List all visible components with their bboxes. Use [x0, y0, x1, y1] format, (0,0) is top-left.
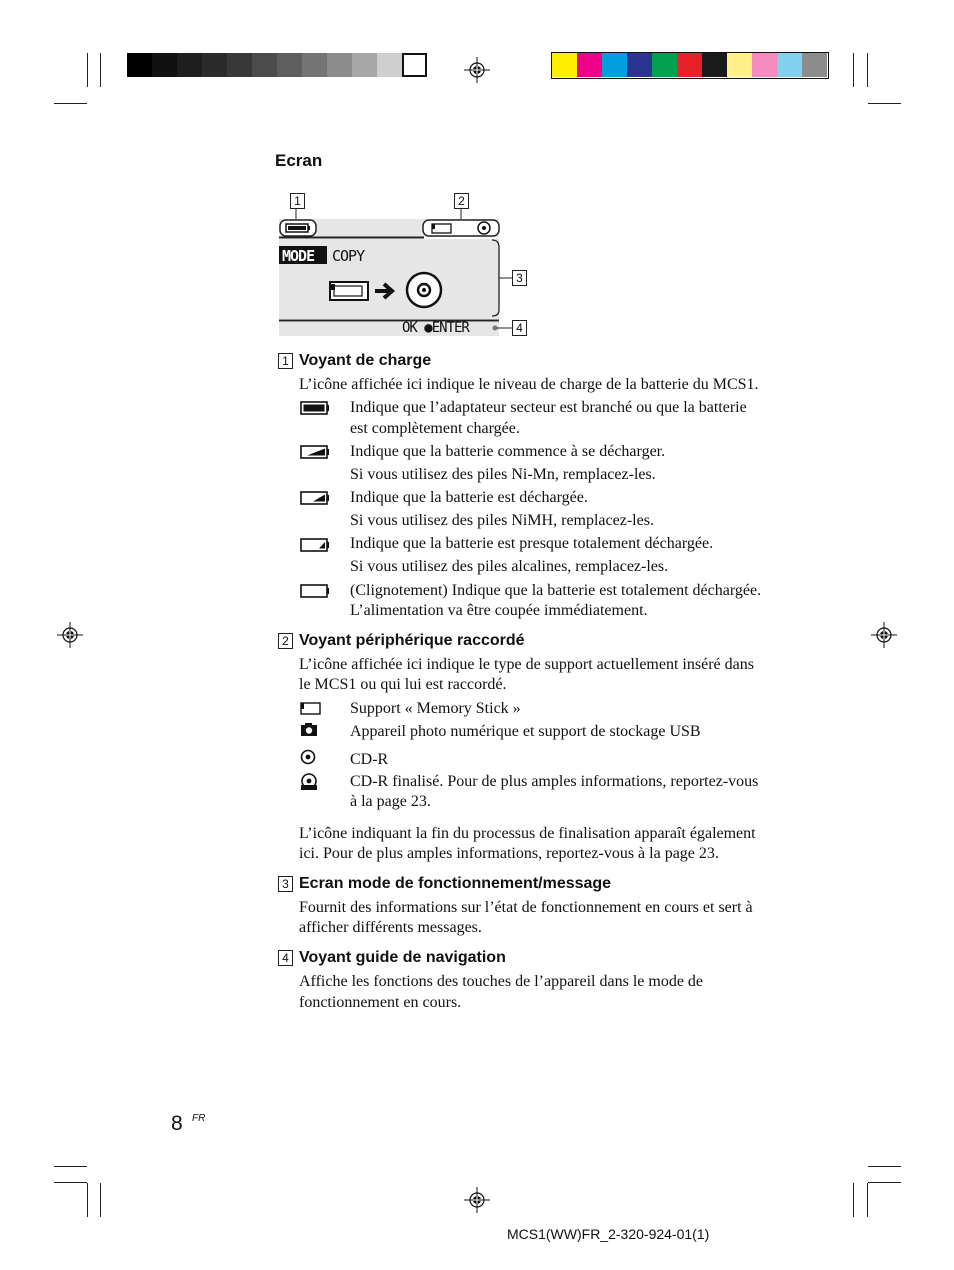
battery-empty-line-1: (Clignotement) Indique que la batterie est totalement déchargée. — [350, 582, 762, 599]
section-3-number: 3 — [278, 876, 293, 892]
battery-empty-icon — [300, 584, 330, 598]
memory-stick-line-1: Support « Memory Stick » — [350, 700, 521, 717]
battery-mid-line-2: Si vous utilisez des piles NiMH, remplacez-les. — [350, 512, 654, 529]
callout-4: 4 — [512, 320, 527, 336]
battery-low-line-2: Si vous utilisez des piles alcalines, remplacez-les. — [350, 558, 669, 575]
registration-mark-icon — [57, 622, 83, 648]
callout-2: 2 — [454, 193, 469, 209]
section-4-title: Voyant guide de navigation — [299, 949, 506, 966]
gray-swatch — [202, 53, 227, 77]
section-1-title: Voyant de charge — [299, 352, 432, 369]
section-1-number: 1 — [278, 353, 293, 369]
section-4-body-line-1: Affiche les fonctions des touches de l’appareil dans le mode de — [299, 973, 704, 990]
battery-low-line-1: Indique que la batterie est presque totalement déchargée. — [350, 535, 714, 552]
section-2-intro-line-1: L’icône affichée ici indique le type de support actuellement inséré dans — [299, 656, 754, 673]
registration-mark-icon — [871, 622, 897, 648]
section-3-title: Ecran mode de fonctionnement/message — [299, 875, 612, 892]
page-lang: FR — [192, 1113, 206, 1124]
gray-swatch — [352, 53, 377, 77]
section-2-note-line-2: ici. Pour de plus amples informations, reportez-vous à la page 23. — [299, 845, 719, 862]
memory-stick-icon — [300, 702, 322, 715]
section-2-number: 2 — [278, 633, 293, 649]
gray-swatch — [127, 53, 152, 77]
battery-high-icon — [300, 445, 330, 459]
section-2-intro-line-2: le MCS1 ou qui lui est raccordé. — [299, 676, 507, 693]
callout-1: 1 — [290, 193, 305, 209]
lcd-footer-label: OK ●ENTER — [402, 320, 469, 336]
battery-high-line-1: Indique que la batterie commence à se décharger. — [350, 443, 666, 460]
section-4-number: 4 — [278, 950, 293, 966]
section-1-intro: L’icône affichée ici indique le niveau de charge de la batterie du MCS1. — [299, 376, 759, 393]
section-title: Ecran — [275, 151, 323, 170]
section-3-body-line-1: Fournit des informations sur l’état de fonctionnement en cours et sert à — [299, 899, 753, 916]
lcd-mode-label: MODE — [282, 247, 315, 265]
battery-low-icon — [300, 538, 330, 552]
battery-full-line-1: Indique que l’adaptateur secteur est branché ou que la batterie — [350, 399, 747, 416]
section-3-body-line-2: afficher différents messages. — [299, 919, 482, 936]
battery-empty-line-2: L’alimentation va être coupée immédiatement. — [350, 602, 648, 619]
gray-swatch — [227, 53, 252, 77]
page-number: 8 — [171, 1112, 183, 1135]
doc-code: MCS1(WW)FR_2-320-924-01(1) — [507, 1226, 710, 1242]
battery-full-icon — [300, 401, 330, 415]
section-2-title: Voyant périphérique raccordé — [299, 632, 525, 649]
battery-high-line-2: Si vous utilisez des piles Ni-Mn, remplacez-les. — [350, 466, 656, 483]
gray-swatch — [377, 53, 402, 77]
gray-swatch — [177, 53, 202, 77]
cd-r-line-1: CD-R — [350, 751, 389, 768]
callout-3: 3 — [512, 270, 527, 286]
registration-mark-icon — [464, 57, 490, 83]
camera-line-1: Appareil photo numérique et support de stockage USB — [350, 723, 701, 740]
gray-swatch — [402, 53, 427, 77]
cd-r-finalized-line-2: à la page 23. — [350, 793, 431, 810]
gray-swatch — [327, 53, 352, 77]
cd-r-finalized-line-1: CD-R finalisé. Pour de plus amples informations, reportez-vous — [350, 773, 759, 790]
lcd-screen — [278, 206, 513, 338]
gray-swatch — [277, 53, 302, 77]
gray-swatch — [302, 53, 327, 77]
gray-swatch — [252, 53, 277, 77]
camera-icon — [300, 722, 318, 737]
section-2-note-line-1: L’icône indiquant la fin du processus de finalisation apparaît également — [299, 825, 756, 842]
registration-mark-icon — [464, 1187, 490, 1213]
cd-r-icon — [300, 749, 316, 765]
battery-mid-icon — [300, 491, 330, 505]
section-4-body-line-2: fonctionnement en cours. — [299, 994, 462, 1011]
lcd-mode-value: COPY — [332, 247, 365, 265]
cd-r-finalized-icon — [300, 773, 318, 791]
battery-mid-line-1: Indique que la batterie est déchargée. — [350, 489, 588, 506]
battery-full-line-2: est complètement chargée. — [350, 420, 520, 437]
gray-swatch — [152, 53, 177, 77]
color-bar-frame — [551, 52, 829, 79]
